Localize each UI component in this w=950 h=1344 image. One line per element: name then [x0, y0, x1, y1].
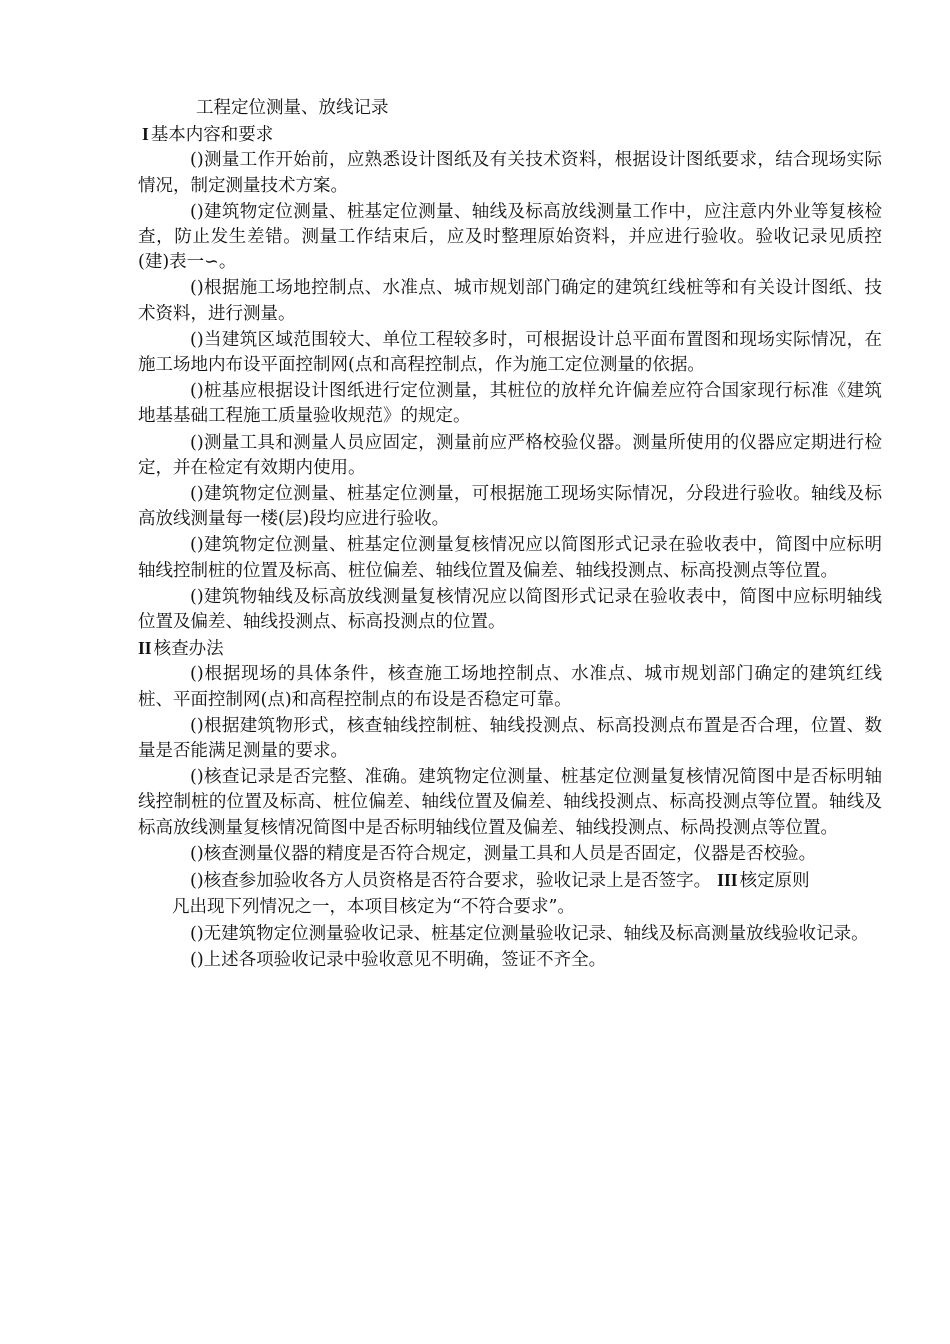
section-2-title: 核查办法 — [153, 639, 224, 660]
section-2-item-5 — [138, 868, 882, 894]
section-1-item-6: ()测量工具和测量人员应固定，测量前应严格校验仪器。测量所使用的仪器应定期进行检定，并在检定有效期内使用。 — [138, 432, 882, 478]
section-2-item-1: ()根据现场的具体条件，核查施工场地控制点、水准点、城市规划部门确定的建筑红线桩、平面控制网(点)和高程控制点的布设是否稳定可靠。 — [138, 664, 882, 710]
section-2-item-4: ()核查测量仪器的精度是否符合规定，测量工具和人员是否固定，仪器是否校验。 — [190, 843, 817, 864]
section-1-item-7: ()建筑物定位测量、桩基定位测量，可根据施工现场实际情况，分段进行验收。轴线及标高放线测量每一楼(层)段均应进行验收。 — [138, 484, 882, 530]
section-2-item-5-text: ()核查参加验收各方人员资格是否符合要求，验收记录上是否签字。 — [190, 871, 712, 892]
section-1-numeral: I — [142, 124, 149, 145]
section-1-heading — [138, 122, 882, 148]
section-1-title: 基本内容和要求 — [150, 125, 274, 146]
section-3-item-2: ()上述各项验收记录中验收意见不明确，签证不齐全。 — [190, 949, 607, 970]
section-3-title: 核定原则 — [739, 871, 810, 892]
section-1-item-5: ()桩基应根据设计图纸进行定位测量，其桩位的放样允许偏差应符合国家现行标准《建筑地基基础工程施工质量验收规范》的规定。 — [138, 381, 882, 427]
section-2-heading — [138, 636, 882, 662]
section-1-item-8: ()建筑物定位测量、桩基定位测量复核情况应以简图形式记录在验收表中，简图中应标明轴线控制桩的位置及标高、桩位偏差、轴线位置及偏差、轴线投测点、标高投测点等位置。 — [138, 535, 882, 581]
section-1-item-1: ()测量工作开始前，应熟悉设计图纸及有关技术资料，根据设计图纸要求，结合现场实际情况，制定测量技术方案。 — [138, 150, 882, 196]
document-title: 工程定位测量、放线记录 — [196, 98, 389, 118]
section-1-item-3: ()根据施工场地控制点、水准点、城市规划部门确定的建筑红线桩等和有关设计图纸、技术资料，进行测量。 — [138, 278, 882, 324]
section-1-item-2: ()建筑物定位测量、桩基定位测量、轴线及标高放线测量工作中，应注意内外业等复核检查，防止发生差错。测量工作结束后，应及时整理原始资料，并应进行验收。验收记录见质控(建)表一∽。 — [138, 201, 882, 273]
section-3-item-1: ()无建筑物定位测量验收记录、桩基定位测量验收记录、轴线及标高测量放线验收记录。 — [190, 923, 869, 944]
section-1-item-4: ()当建筑区域范围较大、单位工程较多时，可根据设计总平面布置图和现场实际情况，在施工场地内布设平面控制网(点和高程控制点，作为施工定位测量的依据。 — [138, 329, 882, 376]
document-page — [138, 96, 882, 974]
section-3-numeral: III — [717, 870, 738, 891]
section-2-item-2: ()根据建筑物形式，核查轴线控制桩、轴线投测点、标高投测点布置是否合理，位置、数量是否能满足测量的要求。 — [138, 715, 882, 762]
section-2-item-3: ()核查记录是否完整、准确。建筑物定位测量、桩基定位测量复核情况简图中是否标明轴线控制桩的位置及标高、桩位偏差、轴线位置及偏差、轴线投测点、标高投测点等位置。轴线及标高放线测量复核情况简图中是否标明轴线位置及偏差、轴线投测点、标咼投测点等位置。 — [138, 767, 882, 838]
section-1-item-9: ()建筑物轴线及标高放线测量复核情况应以简图形式记录在验收表中，简图中应标明轴线位置及偏差、轴线投测点、标高投测点的位置。 — [138, 586, 882, 633]
section-3-intro: 凡出现下列情况之一，本项目核定为“不符合要求”。 — [172, 897, 575, 918]
section-2-numeral: II — [138, 638, 152, 659]
